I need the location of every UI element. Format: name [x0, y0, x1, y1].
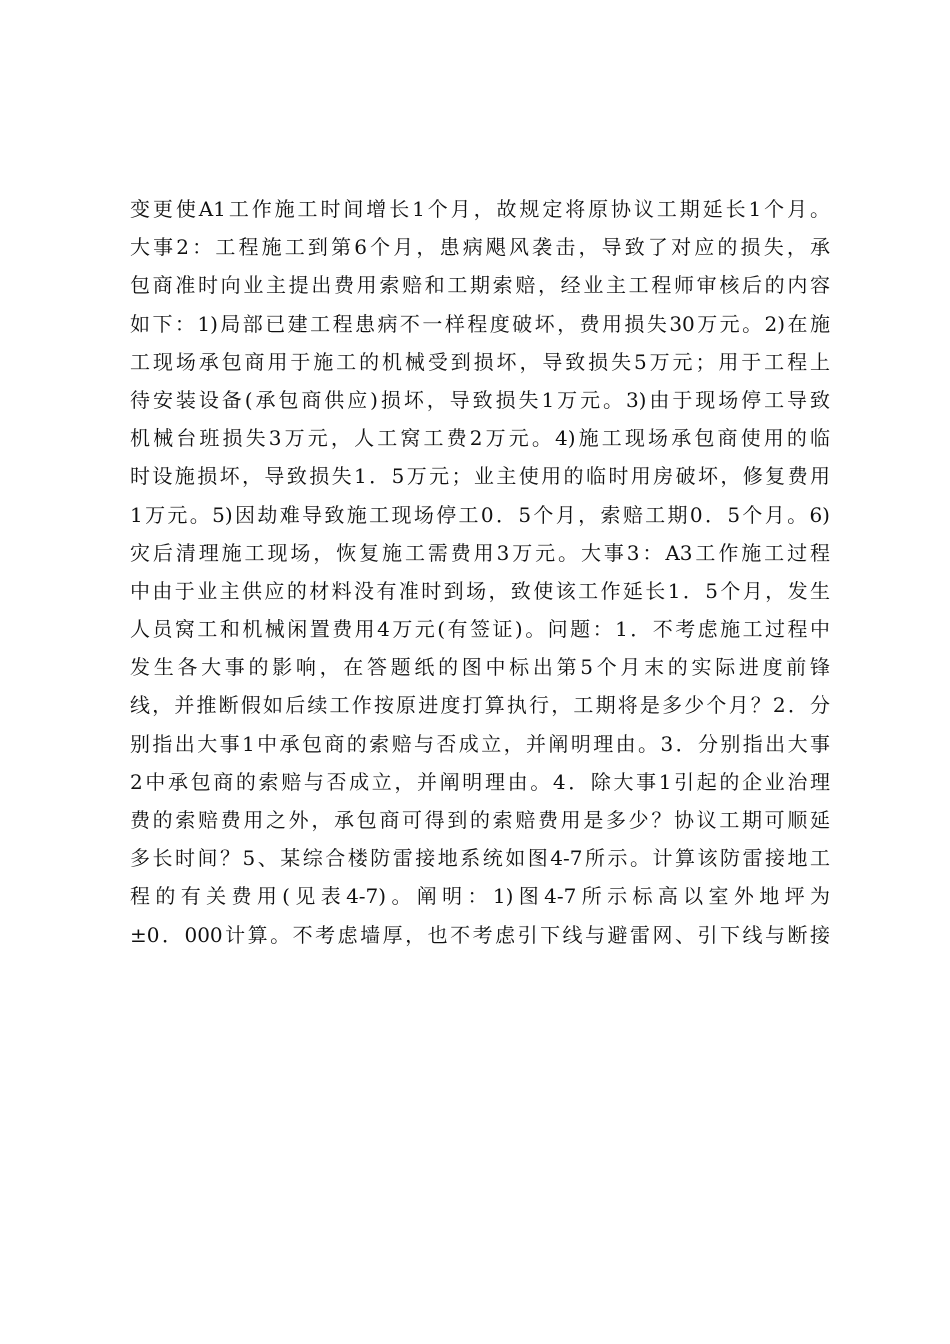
text-line: 发生各大事的影响，在答题纸的图中标出第5个月末的实际进度前锋: [130, 655, 830, 680]
text-line: 费的索赔费用之外，承包商可得到的索赔费用是多少？协议工期可顺延: [130, 808, 830, 832]
text-line: 多长时间？5、某综合楼防雷接地系统如图4-7所示。计算该防雷接地工: [130, 846, 830, 871]
text-line: 包商准时向业主提出费用索赔和工期索赔，经业主工程师审核后的内容: [130, 273, 830, 298]
text-line: 灾后清理施工现场，恢复施工需费用3万元。大事3：A3工作施工过程: [130, 540, 830, 565]
text-line: 线，并推断假如后续工作按原进度打算执行，工期将是多少个月？2．分: [130, 693, 830, 718]
text-line: 工现场承包商用于施工的机械受到损坏，导致损失5万元；用于工程上: [130, 349, 830, 374]
text-line: 1万元。5)因劫难导致施工现场停工0．5个月，索赔工期0．5个月。6): [130, 502, 830, 527]
text-line: ±0．000计算。不考虑墙厚，也不考虑引下线与避雷网、引下线与断接: [130, 922, 830, 947]
text-line: 变更使A1工作施工时间增长1个月，故规定将原协议工期延长1个月。: [130, 197, 830, 221]
text-line: 机械台班损失3万元，人工窝工费2万元。4)施工现场承包商使用的临: [130, 426, 830, 451]
text-line: 大事2：工程施工到第6个月，患病飓风袭击，导致了对应的损失，承: [130, 235, 830, 260]
text-line: 时设施损坏，导致损失1．5万元；业主使用的临时用房破坏，修复费用: [130, 464, 830, 489]
text-line: 待安装设备(承包商供应)损坏，导致损失1万元。3)由于现场停工导致: [130, 387, 830, 412]
text-line: 如下：1)局部已建工程患病不一样程度破坏，费用损失30万元。2)在施: [130, 311, 830, 336]
body-text: [130, 190, 830, 954]
text-line: 2中承包商的索赔与否成立，并阐明理由。4．除大事1引起的企业治理: [130, 769, 830, 794]
text-line: 别指出大事1中承包商的索赔与否成立，并阐明理由。3．分别指出大事: [130, 731, 830, 756]
text-line: 中由于业主供应的材料没有准时到场，致使该工作延长1．5个月，发生: [130, 578, 830, 603]
text-line: 人员窝工和机械闲置费用4万元(有签证)。问题：1．不考虑施工过程中: [130, 617, 830, 642]
text-line: 程的有关费用(见表4-7)。阐明：1)图4-7所示标高以室外地坪为: [130, 884, 830, 909]
